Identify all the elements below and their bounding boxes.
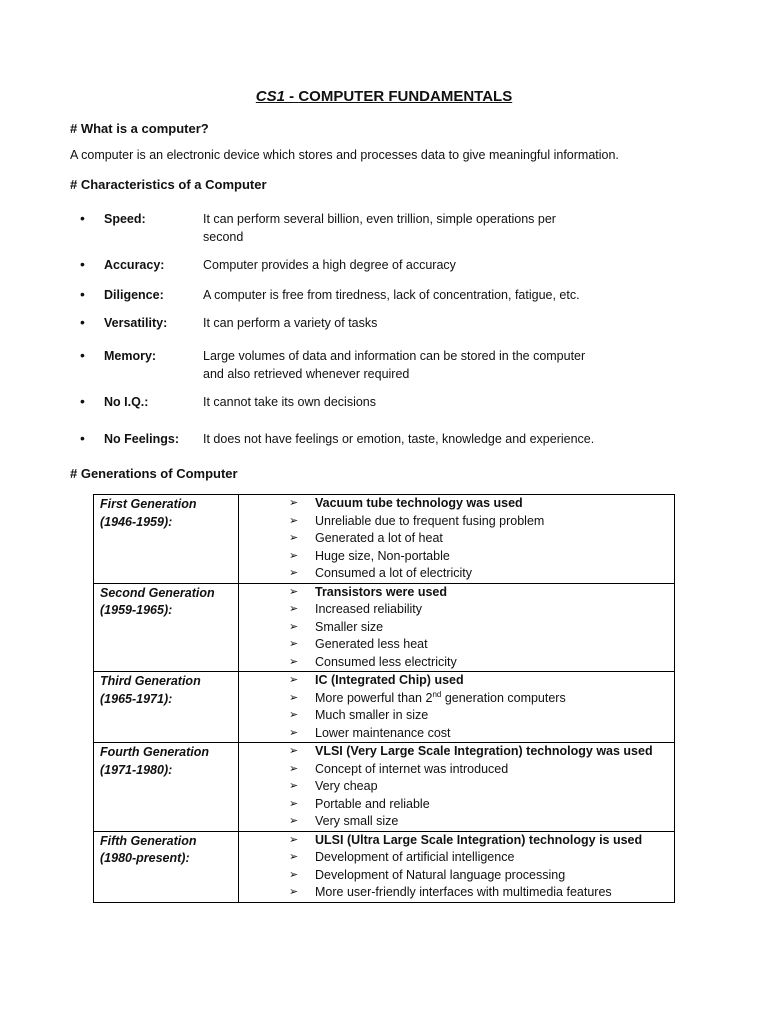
generation-points-cell [239,672,675,743]
list-item [289,761,674,779]
arrow-bullet-icon: ➢ [289,585,299,598]
list-item [289,707,674,725]
desc-line: It can perform a variety of tasks [203,316,378,330]
list-item [289,672,674,690]
list-item [289,619,674,637]
list-item [289,867,674,885]
arrow-bullet-icon: ➢ [289,833,299,846]
point-text: Consumed a lot of electricity [315,566,473,580]
arrow-bullet-icon: ➢ [289,620,299,633]
characteristic-term: Speed: [104,212,146,226]
generation-years: (1971-1980): [100,762,173,777]
bullet: • [80,314,85,330]
table-row [94,672,675,743]
arrow-bullet-icon: ➢ [289,815,299,827]
page-title [0,88,768,105]
characteristic-term: Accuracy: [104,258,165,272]
desc-line: It can perform several billion, even trillion, simple operations per [203,212,556,226]
heading-characteristics: # Characteristics of a Computer [70,177,267,192]
arrow-bullet-icon: ➢ [289,532,299,544]
generation-name: Third Generation [100,674,201,688]
generation-years: (1980-present): [100,851,190,865]
generation-points-cell [239,743,675,832]
arrow-bullet-icon: ➢ [289,851,299,863]
generations-table [93,494,675,903]
point-text: Lower maintenance cost [315,725,451,740]
bullet: • [80,393,85,409]
list-item [289,849,674,867]
table-row [94,583,675,672]
heading-generations: # Generations of Computer [70,466,238,481]
arrow-bullet-icon: ➢ [289,567,299,579]
characteristic-desc [203,286,623,304]
generation-points-cell [239,831,675,902]
generation-name-cell [94,831,239,902]
point-text: Very small size [315,814,399,828]
generation-name: First Generation [100,497,197,511]
arrow-bullet-icon: ➢ [289,780,299,792]
list-item [289,725,674,743]
characteristic-term: Versatility: [104,316,168,330]
point-text: Generated less heat [315,637,428,651]
characteristic-term: No Feelings: [104,432,180,446]
list-item [289,884,674,902]
list-item [289,778,674,796]
point-text: Concept of internet was introduced [315,761,509,776]
arrow-bullet-icon: ➢ [289,674,299,686]
point-text: Increased reliability [315,602,422,616]
arrow-bullet-icon: ➢ [289,549,299,562]
table-row [94,495,675,584]
generation-points-cell [239,495,675,584]
point-text: Transistors were used [315,584,448,599]
desc-line: A computer is free from tiredness, lack of concentration, fatigue, etc. [203,288,580,302]
bullet: • [80,286,85,302]
point-text: Much smaller in size [315,708,429,722]
list-item [289,530,674,548]
arrow-bullet-icon: ➢ [289,603,299,615]
table-row [94,743,675,832]
arrow-bullet-icon: ➢ [289,691,299,704]
desc-line: It cannot take its own decisions [203,395,377,409]
generation-points-cell [239,583,675,672]
point-text: Development of Natural language processing [315,867,566,882]
desc-line: Large volumes of data and information can be stored in the computer [203,349,586,363]
point-text: ULSI (Ultra Large Scale Integration) technology is used [315,832,643,847]
point-text: Generated a lot of heat [315,531,443,545]
point-text: Very cheap [315,779,378,793]
bullet: • [80,256,85,272]
generation-name: Fifth Generation [100,833,197,848]
characteristic-desc [203,256,623,274]
point-text: VLSI (Very Large Scale Integration) technology was used [315,744,653,758]
point-text: Vacuum tube technology was used [315,496,523,510]
characteristic-desc [203,210,623,246]
arrow-bullet-icon: ➢ [289,497,299,509]
list-item [289,832,674,850]
generation-name: Second Generation [100,585,215,600]
list-item [289,690,674,708]
bullet: • [80,210,85,226]
arrow-bullet-icon: ➢ [289,655,299,668]
list-item [289,654,674,672]
characteristic-desc [203,347,623,383]
arrow-bullet-icon: ➢ [289,709,299,721]
generation-years: (1946-1959): [100,514,173,529]
title-text: COMPUTER FUNDAMENTALS [298,88,513,105]
arrow-bullet-icon: ➢ [289,638,299,650]
desc-line: It does not have feelings or emotion, taste, knowledge and experience. [203,432,595,446]
generation-years: (1965-1971): [100,691,173,706]
arrow-bullet-icon: ➢ [289,762,299,775]
arrow-bullet-icon: ➢ [289,726,299,739]
characteristic-desc [203,393,623,411]
superscript: nd [432,689,442,699]
point-text: More user-friendly interfaces with multimedia features [315,885,612,899]
desc-line: Computer provides a high degree of accuracy [203,258,456,272]
characteristic-term: Memory: [104,349,157,363]
point-text: Development of artificial intelligence [315,850,515,864]
characteristic-desc [203,314,623,332]
point-text: Portable and reliable [315,796,430,811]
bullet: • [80,347,85,363]
list-item [289,636,674,654]
list-item [289,584,674,602]
list-item [289,743,674,761]
bullet: • [80,430,85,446]
generation-name: Fourth Generation [100,745,210,759]
characteristic-term: Diligence: [104,288,164,302]
arrow-bullet-icon: ➢ [289,514,299,527]
arrow-bullet-icon: ➢ [289,797,299,810]
point-text: IC (Integrated Chip) used [315,673,464,687]
arrow-bullet-icon: ➢ [289,886,299,898]
arrow-bullet-icon: ➢ [289,868,299,881]
point-text: Consumed less electricity [315,654,457,669]
arrow-bullet-icon: ➢ [289,745,299,757]
list-item [289,796,674,814]
generation-name-cell [94,495,239,584]
generation-name-cell [94,672,239,743]
point-text: Smaller size [315,619,384,634]
generation-years: (1959-1965): [100,603,173,617]
list-item [289,495,674,513]
list-item [289,565,674,583]
list-item [289,601,674,619]
desc-line: second [203,230,244,244]
point-text: More powerful than 2 [315,690,433,705]
generation-name-cell [94,583,239,672]
point-text: Huge size, Non-portable [315,548,450,563]
characteristic-term: No I.Q.: [104,395,149,409]
title-separator: - [284,88,299,105]
generation-name-cell [94,743,239,832]
point-text: Unreliable due to frequent fusing problem [315,513,545,528]
characteristic-desc [203,430,623,448]
list-item [289,548,674,566]
list-item [289,813,674,831]
definition-paragraph: A computer is an electronic device which stores and processes data to give meaningful information. [70,148,619,162]
point-text: generation computers [441,690,566,705]
list-item [289,513,674,531]
desc-line: and also retrieved whenever required [203,367,410,381]
heading-what-is-computer: # What is a computer? [70,121,209,136]
table-row [94,831,675,902]
course-code: CS1 [255,88,285,105]
